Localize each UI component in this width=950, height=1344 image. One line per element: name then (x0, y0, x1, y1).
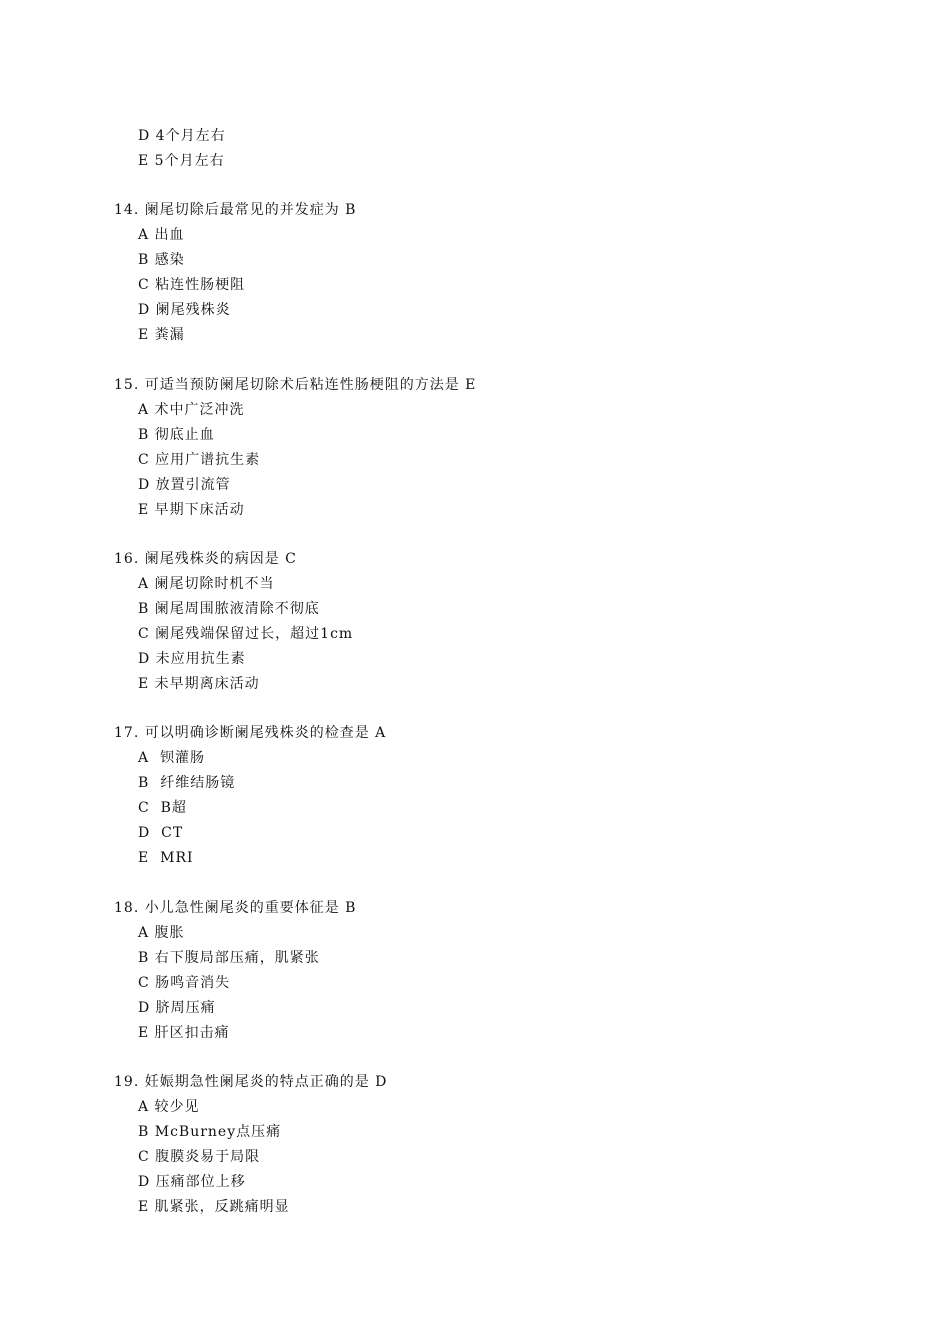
option-line: A 出血 (138, 227, 185, 243)
option-line: A 较少见 (138, 1099, 200, 1115)
option-line: C 粘连性肠梗阻 (138, 277, 246, 293)
option-line: B 阑尾周围脓液清除不彻底 (138, 601, 320, 617)
option-line: A 钡灌肠 (138, 750, 206, 766)
option-line: D 放置引流管 (138, 477, 231, 493)
option-line: A 腹胀 (138, 925, 185, 941)
option-line: D 4个月左右 (138, 128, 226, 144)
option-line: A 术中广泛冲洗 (138, 402, 245, 418)
option-line: E 早期下床活动 (138, 502, 245, 518)
option-line: C 腹膜炎易于局限 (138, 1149, 261, 1165)
option-line: A 阑尾切除时机不当 (138, 576, 275, 592)
option-line: D CT (138, 825, 184, 841)
option-line: C 应用广谱抗生素 (138, 452, 261, 468)
option-line: B McBurney点压痛 (138, 1124, 282, 1140)
question-stem: 17. 可以明确诊断阑尾残株炎的检查是 A (114, 725, 387, 741)
question-stem: 15. 可适当预防阑尾切除术后粘连性肠梗阻的方法是 E (114, 377, 477, 393)
option-line: E 5个月左右 (138, 153, 225, 169)
question-stem: 19. 妊娠期急性阑尾炎的特点正确的是 D (114, 1074, 388, 1090)
option-line: D 未应用抗生素 (138, 651, 246, 667)
option-line: B 彻底止血 (138, 427, 215, 443)
option-line: E 未早期离床活动 (138, 676, 260, 692)
option-line: B 感染 (138, 252, 185, 268)
question-stem: 18. 小儿急性阑尾炎的重要体征是 B (114, 900, 357, 916)
question-stem: 16. 阑尾残株炎的病因是 C (114, 551, 297, 567)
option-line: B 纤维结肠镜 (138, 775, 236, 791)
option-line: E 粪漏 (138, 327, 185, 343)
option-line: E 肝区扣击痛 (138, 1025, 230, 1041)
option-line: E MRI (138, 850, 194, 866)
option-line: C B超 (138, 800, 187, 816)
option-line: C 阑尾残端保留过长，超过1cm (138, 626, 354, 642)
option-line: E 肌紧张，反跳痛明显 (138, 1199, 290, 1215)
option-line: C 肠鸣音消失 (138, 975, 231, 991)
option-line: B 右下腹局部压痛，肌紧张 (138, 950, 320, 966)
question-stem: 14. 阑尾切除后最常见的并发症为 B (114, 202, 357, 218)
option-line: D 阑尾残株炎 (138, 302, 231, 318)
option-line: D 压痛部位上移 (138, 1174, 246, 1190)
option-line: D 脐周压痛 (138, 1000, 216, 1016)
